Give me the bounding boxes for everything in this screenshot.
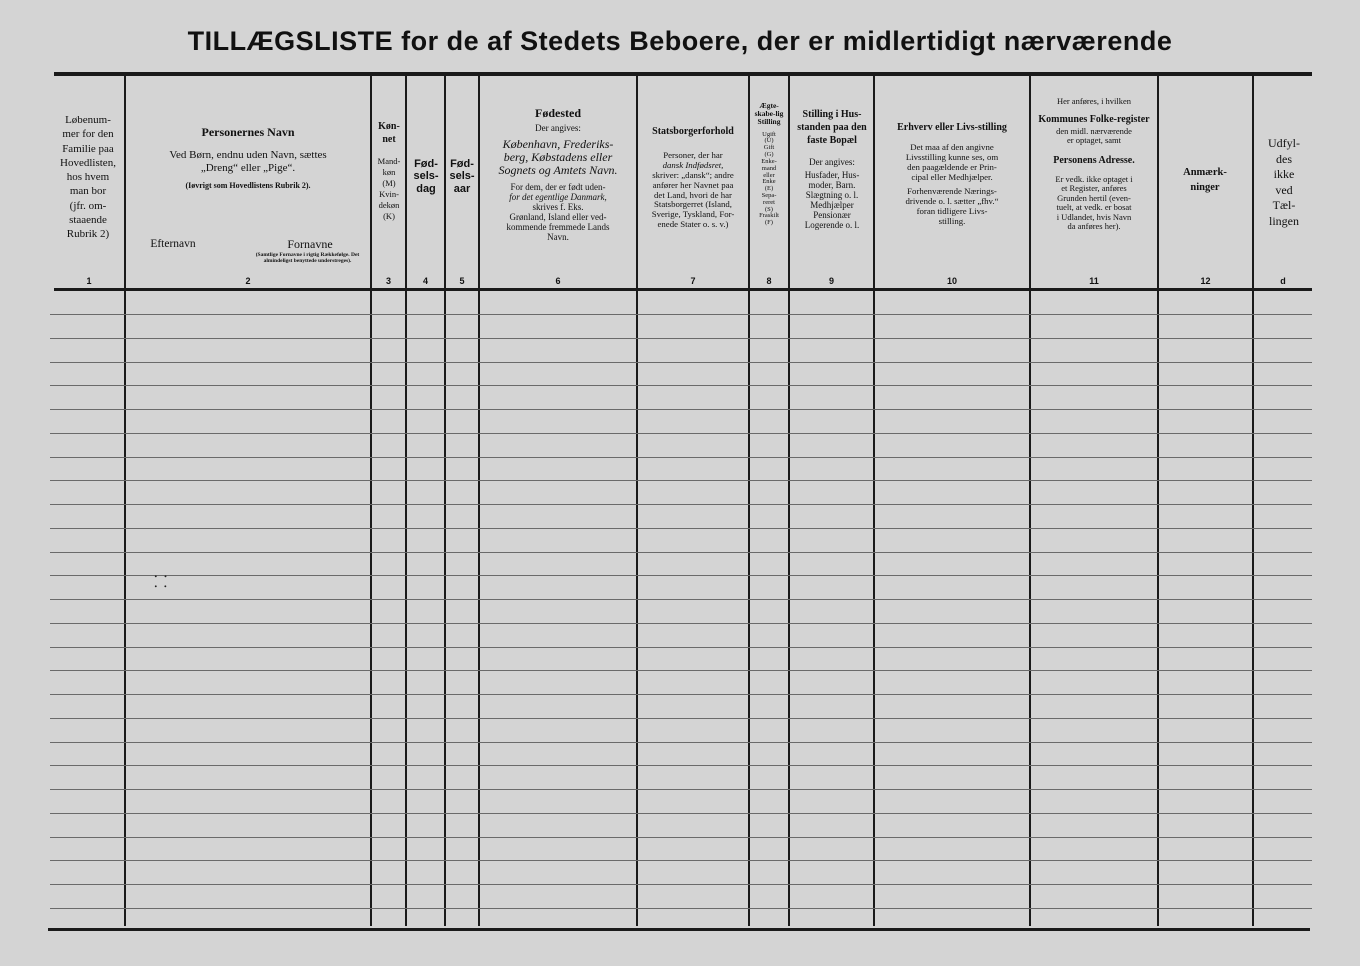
row-line <box>50 623 1312 624</box>
row-line <box>50 385 1312 386</box>
header-text: et Register, anføres <box>1061 183 1127 194</box>
row-line <box>50 409 1312 410</box>
row-line <box>50 647 1312 648</box>
header-text: den midl. nærværende <box>1056 125 1132 136</box>
row-line <box>50 694 1312 695</box>
header-text: Livsstilling kunne ses, om <box>905 151 999 162</box>
column-divider <box>444 76 446 926</box>
header-text: Familie paa <box>62 142 114 155</box>
header-text: Medhjælper <box>810 200 854 211</box>
column-header-11 <box>1032 97 1156 232</box>
column-header-d <box>1256 136 1312 230</box>
header-text: dansk Indfødsret, <box>662 160 724 171</box>
header-text: (jfr. om- <box>69 199 107 212</box>
header-heading: Ægte-skabe-lig Stilling <box>754 101 784 126</box>
header-heading: Personens Adresse. <box>1053 154 1135 166</box>
row-line <box>50 837 1312 838</box>
row-line <box>50 718 1312 719</box>
header-heading: Fødested <box>535 106 581 120</box>
header-text: Er vedk. ikke optaget i <box>1055 173 1133 184</box>
row-line <box>50 860 1312 861</box>
column-header-8 <box>750 102 788 227</box>
row-line <box>50 789 1312 790</box>
column-number: 10 <box>946 276 957 286</box>
pencil-mark: ⸬ <box>154 574 168 591</box>
header-text: hos hvem <box>66 171 110 184</box>
header-text: skriver: „dansk“; andre <box>652 169 734 180</box>
header-text: det Land, hvori de har <box>654 189 732 200</box>
header-text: ikke <box>1273 167 1295 182</box>
header-text: (U) <box>764 137 774 145</box>
column-divider <box>1157 76 1159 926</box>
row-line <box>50 338 1312 339</box>
column-header-10 <box>876 120 1028 227</box>
row-line <box>50 575 1312 576</box>
header-text: moder, Barn. <box>808 180 856 191</box>
column-number: 12 <box>1200 276 1211 286</box>
header-text: Enke <box>762 178 776 186</box>
header-heading: Køn-net <box>378 121 400 145</box>
header-text: staaende <box>69 214 107 227</box>
row-line <box>50 599 1312 600</box>
header-text: Rubrik 2) <box>66 228 110 241</box>
surname-label: Efternavn <box>150 238 196 250</box>
header-text: For dem, der er født uden- <box>510 181 606 192</box>
header-text: Kvin- <box>379 189 399 200</box>
column-number: 7 <box>690 276 696 286</box>
header-subtext: Der angives: <box>809 157 855 167</box>
given-names-note: (Samtlige Fornavne i rigtig Rækkefølge. Det almindeligst benyttede understreges). <box>255 252 360 264</box>
header-text: Sognets og Amtets Navn. <box>498 163 618 178</box>
header-note: (Iøvrigt som Hovedlistens Rubrik 2). <box>185 181 311 191</box>
header-text: København, Frederiks- <box>502 136 614 151</box>
header-text: anfører her Navnet paa <box>652 179 734 190</box>
header-text: mand <box>761 164 777 172</box>
header-text: køn <box>382 167 396 178</box>
header-text: (M) <box>382 178 396 189</box>
header-text: Udfyl- <box>1268 136 1300 150</box>
header-text: foran tidligere Livs- <box>916 206 988 217</box>
row-line <box>50 813 1312 814</box>
row-line <box>50 528 1312 529</box>
header-rule <box>54 288 1312 291</box>
header-text: lingen <box>1269 213 1299 228</box>
header-text: Navn. <box>547 232 569 243</box>
column-number: 9 <box>828 276 834 286</box>
header-text: Tæl- <box>1272 198 1296 213</box>
header-heading: Statsborgerforhold <box>652 126 734 137</box>
header-text: des <box>1276 151 1292 166</box>
column-number: 3 <box>385 276 391 286</box>
header-text: Forhenværende Nærings- <box>907 186 997 197</box>
header-text: for det egentlige Danmark, <box>509 191 607 202</box>
header-text: Slægtning o. l. <box>805 190 859 201</box>
column-header-12: Anmærk-ninger <box>1183 167 1227 193</box>
header-text: mer for den <box>62 128 114 141</box>
column-header-5: Fød-sels-aar <box>449 158 475 195</box>
column-number: 5 <box>459 276 465 286</box>
header-text: (S) <box>765 205 773 213</box>
column-divider <box>788 76 790 926</box>
header-text: Mand- <box>377 156 401 166</box>
row-line <box>50 457 1312 458</box>
header-text: Gift <box>763 144 775 152</box>
column-number: d <box>1280 276 1286 286</box>
row-line <box>50 504 1312 505</box>
header-text: Grunden hertil (even- <box>1057 192 1131 203</box>
column-divider <box>124 76 126 926</box>
row-line <box>50 765 1312 766</box>
row-line <box>50 362 1312 363</box>
header-text: tuelt, at vedk. er bosat <box>1056 202 1132 213</box>
header-text: Hovedlisten, <box>60 156 116 169</box>
header-text: Det maa af den angivne <box>910 142 994 152</box>
column-divider <box>478 76 480 926</box>
row-line <box>50 433 1312 434</box>
column-divider <box>1252 76 1254 926</box>
column-number: 1 <box>86 276 92 286</box>
header-text: da anføres her). <box>1067 221 1121 232</box>
header-text: eller <box>763 171 775 179</box>
header-text: enede Stater o. s. v.) <box>657 219 729 230</box>
column-header-4: Fød-sels-dag <box>413 158 439 195</box>
form-title: TILLÆGSLISTE for de af Stedets Beboere, der er midlertidigt nærværende <box>187 26 1173 56</box>
header-text: Her anføres, i hvilken <box>1056 96 1132 106</box>
header-text: (K) <box>383 211 395 222</box>
header-text: Grønland, Island eller ved- <box>509 212 607 223</box>
header-text: man bor <box>69 185 107 198</box>
header-subtext: Der angives: <box>535 123 581 134</box>
header-text: Personer, der har <box>663 150 723 161</box>
header-text: (E) <box>764 185 774 193</box>
row-line <box>50 670 1312 671</box>
header-text: drivende o. l. sætter „fhv.“ <box>905 196 999 207</box>
header-text: cipal eller Medhjælper. <box>911 171 993 182</box>
header-text: Husfader, Hus- <box>804 170 860 181</box>
header-text: dekøn <box>378 200 400 211</box>
header-heading: Personernes Navn <box>201 125 295 139</box>
column-header-1 <box>52 113 124 242</box>
header-text: reret <box>763 198 775 206</box>
row-line <box>50 314 1312 315</box>
column-number: 11 <box>1089 276 1099 286</box>
header-text: stilling. <box>938 215 966 226</box>
column-divider <box>1029 76 1031 926</box>
header-text: den paagældende er Prin- <box>907 161 997 172</box>
header-text: Ugift <box>762 130 776 138</box>
row-line <box>50 480 1312 481</box>
bottom-rule <box>48 928 1310 931</box>
column-divider <box>873 76 875 926</box>
header-text: Pensionær <box>813 210 851 221</box>
column-header-3 <box>372 120 406 222</box>
top-rule <box>54 72 1312 76</box>
header-text: Enke- <box>761 157 777 165</box>
header-text: (F) <box>765 219 773 227</box>
header-text: (G) <box>764 151 774 159</box>
column-number: 4 <box>422 276 428 286</box>
row-line <box>50 742 1312 743</box>
header-heading: Stilling i Hus-standen paa den faste Bopæl <box>797 109 867 146</box>
header-text: Fraskilt <box>759 212 779 220</box>
header-text: kommende fremmede Lands <box>506 222 610 233</box>
header-text: „Dreng“ eller „Pige“. <box>200 161 296 174</box>
given-names-label: Fornavne <box>287 237 333 251</box>
header-text: ved <box>1275 182 1293 197</box>
column-header-7 <box>638 126 748 230</box>
header-text: Sverige, Tyskland, For- <box>651 209 735 220</box>
column-number: 6 <box>555 276 561 286</box>
column-number: 2 <box>245 276 251 286</box>
header-text: skrives f. Eks. <box>532 201 584 212</box>
header-text: Sepa- <box>761 191 777 199</box>
column-header-6 <box>482 107 634 242</box>
header-text: Ved Børn, endnu uden Navn, sættes <box>169 149 327 162</box>
row-line <box>50 908 1312 909</box>
column-header-9 <box>791 108 873 231</box>
column-number: 8 <box>766 276 772 286</box>
header-text: er optaget, samt <box>1066 135 1122 146</box>
header-text: Logerende o. l. <box>804 220 860 231</box>
row-line <box>50 884 1312 885</box>
header-heading: Erhverv eller Livs-stilling <box>897 122 1007 133</box>
row-line <box>50 552 1312 553</box>
header-text: i Udlandet, hvis Navn <box>1056 211 1132 222</box>
header-text: Løbenum- <box>65 114 111 126</box>
header-text: berg, Købstadens eller <box>503 149 613 164</box>
header-heading: Kommunes Folke-register <box>1038 113 1150 125</box>
header-text: Statsborgerret (Island, <box>653 199 732 210</box>
column-header-2 <box>128 126 368 191</box>
